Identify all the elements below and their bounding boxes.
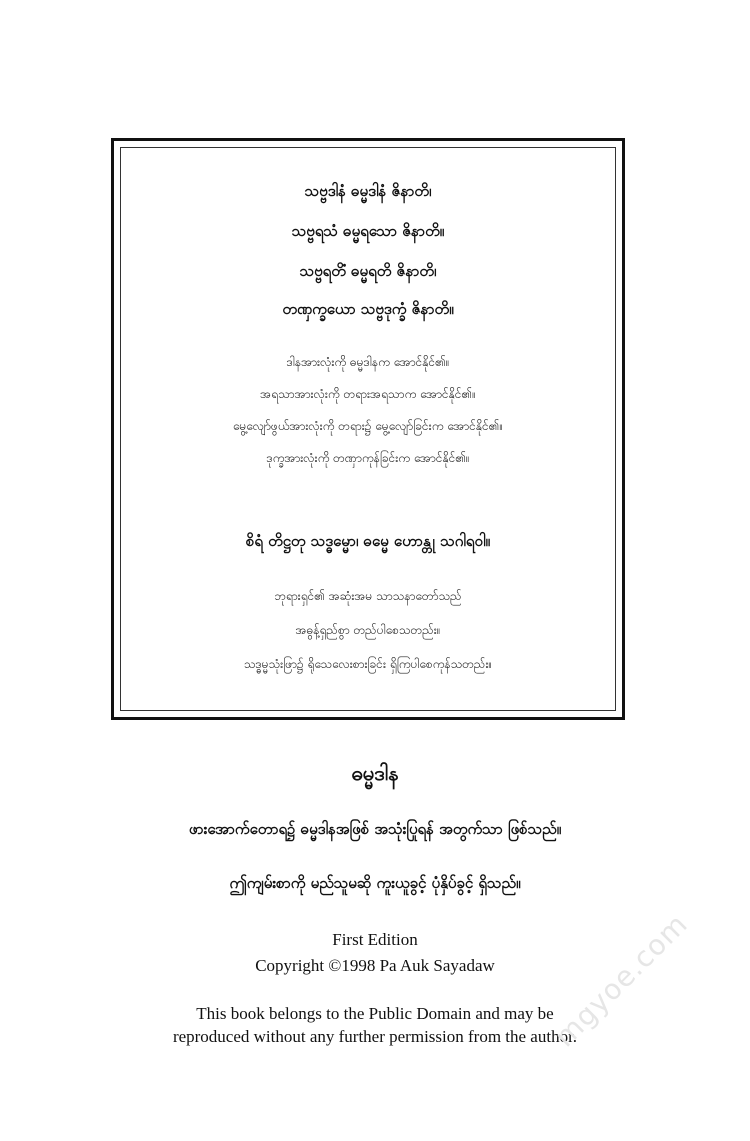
blessing-line-1: ဘုရားရှင်၏ အဆုံးအမ သာသနာတော်သည်: [274, 589, 462, 603]
dhammadana-usage-note: ဖားအောက်တောရ၌ ဓမ္မဒါနအဖြစ် အသုံးပြုရန် အတွက်သာ ဖြစ်သည်။: [188, 820, 562, 838]
dhammadana-title: ဓမ္မဒါန: [351, 761, 399, 785]
verse-line-4: တဏှက္ခယော သဗ္ဗဒုက္ခံ ဇိနာတိ။: [282, 300, 454, 318]
blessing-line-3: သဒ္ဓမ္မသုံးဖြာ၌ ရိုသေလေးစားခြင်း ရှိကြပါစေကုန်သတည်း။: [243, 657, 493, 671]
translation-line-1: ဒါနအားလုံးကို ဓမ္မဒါနက အောင်နိုင်၏။: [286, 355, 450, 369]
verse-line-3: သဗ္ဗရတိံ ဓမ္မရတိ ဇိနာတိ၊: [299, 262, 437, 280]
verse-frame-inner-border: [120, 147, 616, 711]
translation-line-3: မွေ့လျော်ဖွယ်အားလုံးကို တရား၌ မွေ့လျော်ခြင်းက အောင်နိုင်၏။: [232, 419, 504, 433]
blessing-verse: စိရံ တိဋ္ဌတု သဒ္ဓမ္မော၊ ဓမ္မေ ဟောန္တု သဂါရဝါ။: [245, 532, 491, 550]
edition-label: First Edition: [332, 930, 418, 949]
watermark: mgyoe.com: [548, 907, 695, 1054]
public-domain-notice-line-1: This book belongs to the Public Domain and may be: [196, 1004, 554, 1023]
verse-line-1: သဗ္ဗဒါနံ ဓမ္မဒါနံ ဇိနာတိ၊: [304, 182, 432, 200]
verse-frame: [111, 138, 625, 720]
translation-line-2: အရသာအားလုံးကို တရားအရသာက အောင်နိုင်၏။: [260, 387, 476, 401]
public-domain-notice-line-2: reproduced without any further permission from the author.: [172, 1027, 578, 1046]
copyright-line: Copyright ©1998 Pa Auk Sayadaw: [255, 956, 495, 975]
dhammadana-copy-permission: ဤကျမ်းစာကို မည်သူမဆို ကူးယူခွင့် ပုံနှိပ်ခွင့် ရှိသည်။: [229, 874, 521, 892]
blessing-line-2: အဓွန့်ရှည်စွာ တည်ပါစေသတည်း။: [295, 623, 441, 637]
verse-line-2: သဗ္ဗရသံ ဓမ္မရသော ဇိနာတိ။: [291, 222, 445, 240]
translation-line-4: ဒုက္ခအားလုံးကို တဏှာကုန်ခြင်းက အောင်နိုင်၏။: [266, 451, 470, 465]
